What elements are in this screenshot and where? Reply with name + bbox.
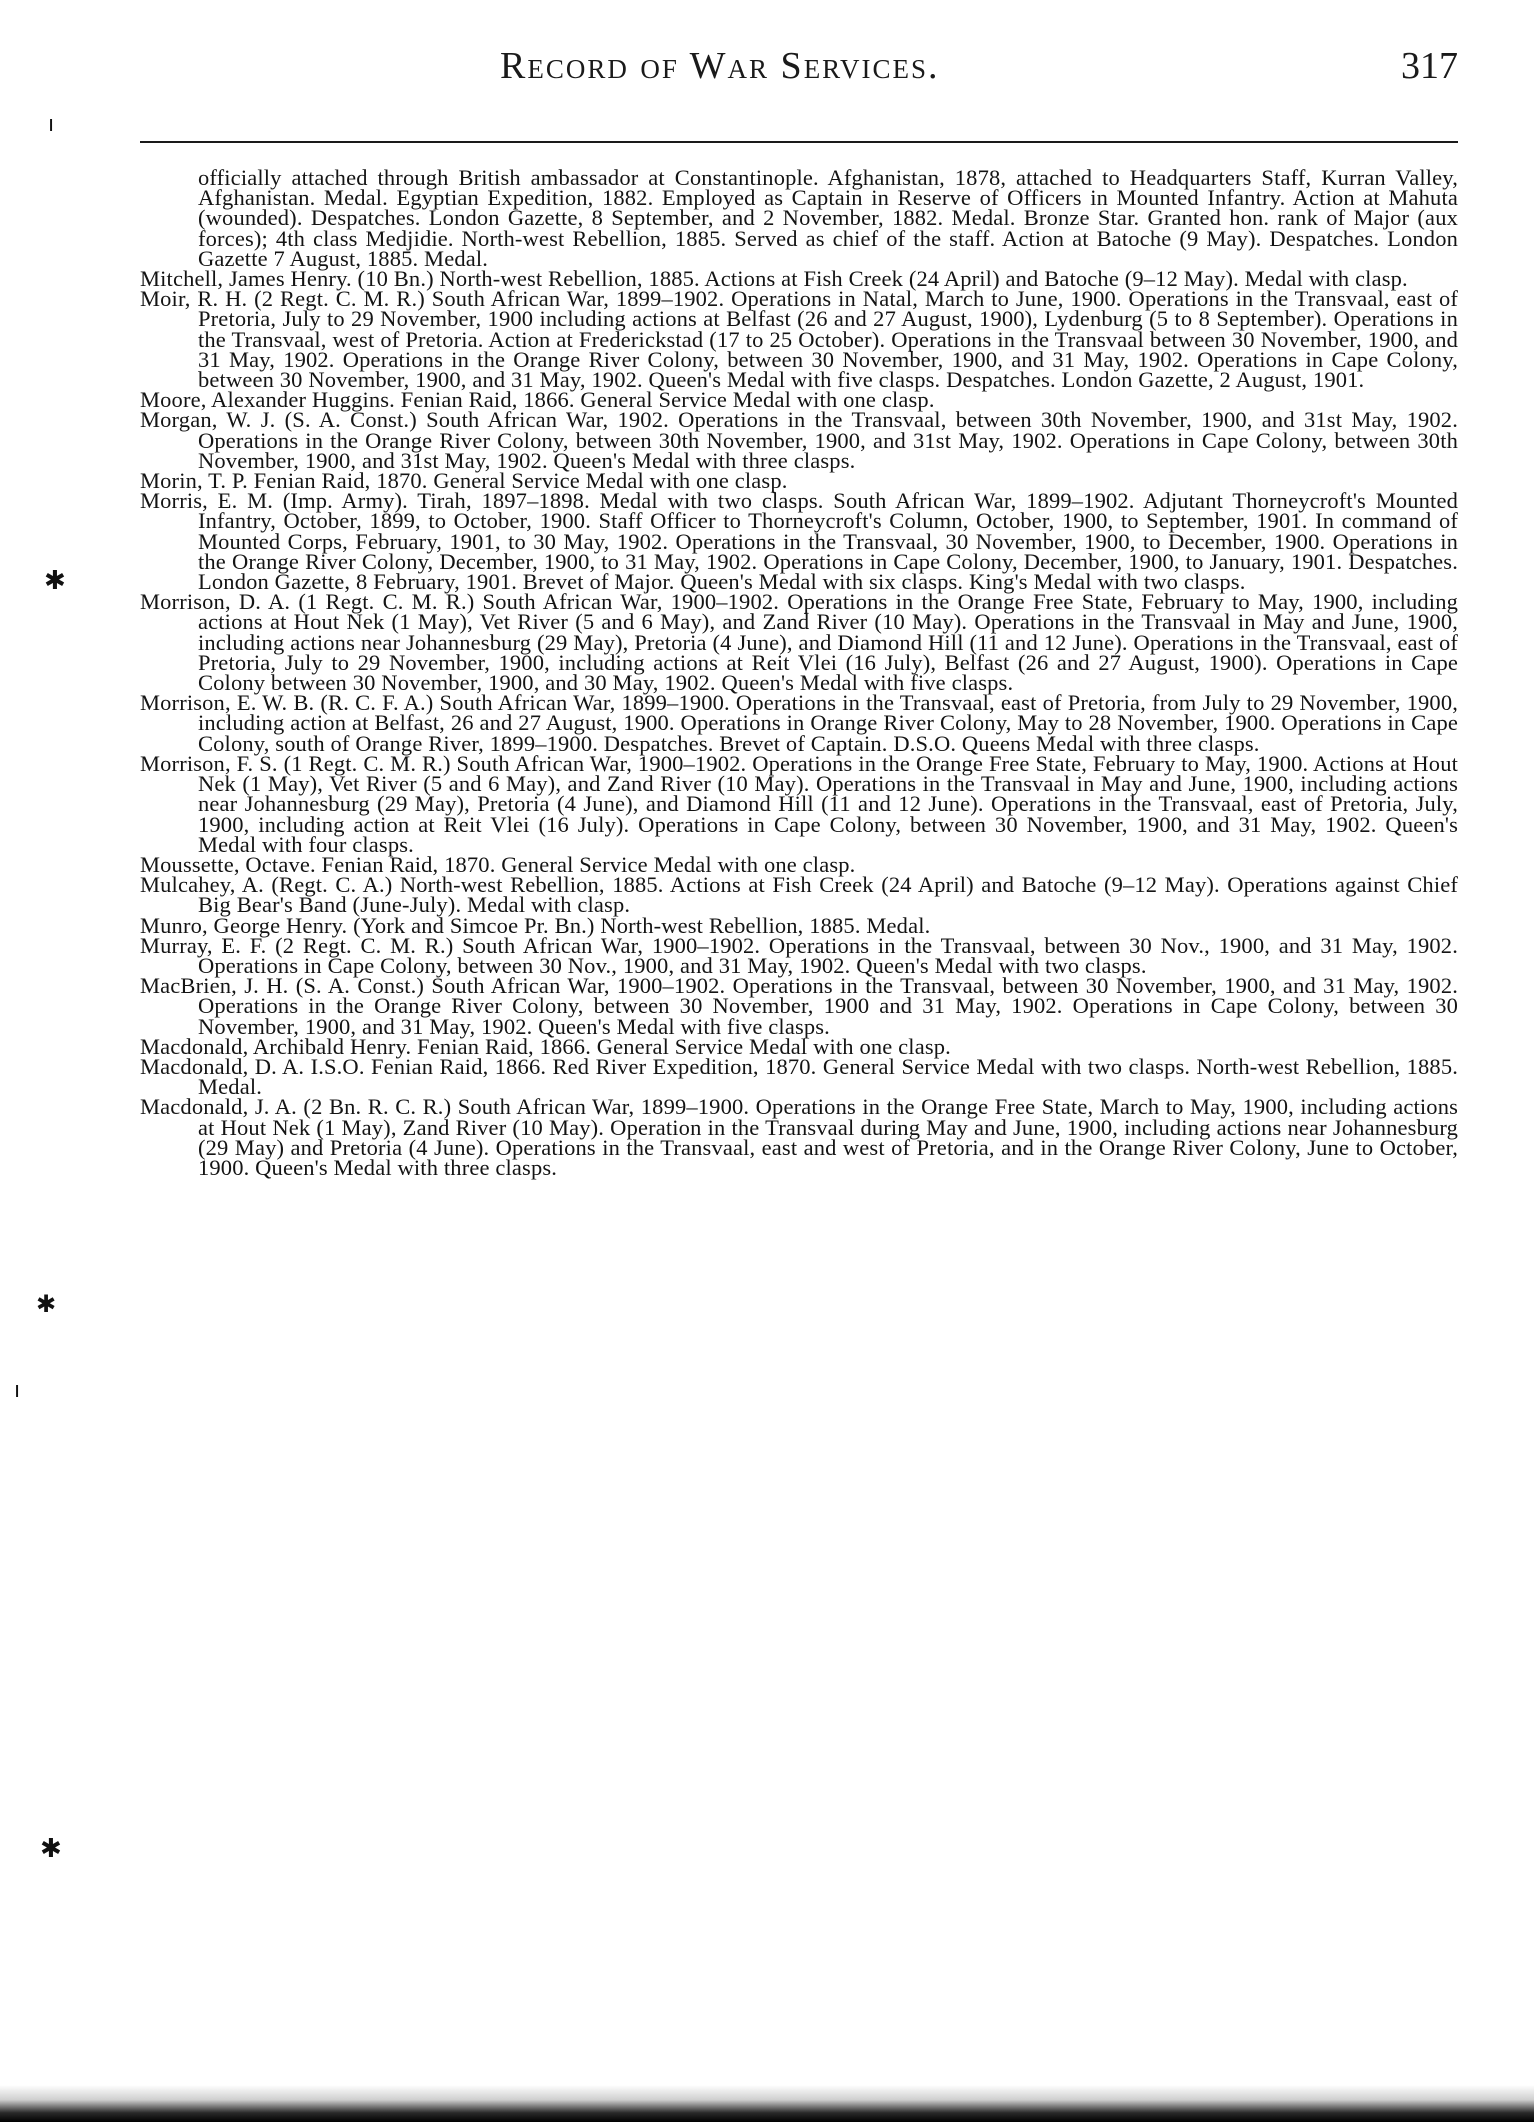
record-entry: Munro, George Henry. (York and Simcoe Pr. Bn.) North-west Rebellion, 1885. Medal.	[140, 912, 931, 938]
page-header	[140, 44, 1458, 94]
record-entry: Murray, E. F. (2 Regt. C. M. R.) South African War, 1900–1902. Operations in the Transvaal, between 30 Nov., 1900, and 31 May, 1902. Operations in Cape Colony, between 30 Nov., 1900, and 31 May, 1902. Queen's Medal with two clasps.	[140, 932, 1458, 978]
margin-mark-icon: ı	[48, 112, 55, 137]
margin-blot-icon: ✱	[44, 566, 66, 596]
record-entry: Morrison, F. S. (1 Regt. C. M. R.) South African War, 1900–1902. Operations in the Orange Free State, February to May, 1900. Actions at Hout Nek (1 May), Vet River (5 and 6 May), and Zand River (10 May). Operations in the Transvaal in May and June, 1900, including actions near Johannesburg (29 May), Pretoria (4 June), and Diamond Hill (11 and 12 June). Operations in the Transvaal, east of Pretoria, July, 1900, including action at Reit Vlei (16 July). Operations in Cape Colony, between 30 November, 1900, and 31 May, 1902. Queen's Medal with four clasps.	[140, 750, 1458, 857]
record-entry: Mulcahey, A. (Regt. C. A.) North-west Rebellion, 1885. Actions at Fish Creek (24 April) and Batoche (9–12 May). Operations against Chief Big Bear's Band (June-July). Medal with clasp.	[140, 872, 1458, 918]
record-entry: Macdonald, D. A. I.S.O. Fenian Raid, 1866. Red River Expedition, 1870. General Service Medal with two clasps. North-west Rebellion, 1885. Medal.	[140, 1053, 1458, 1100]
record-entry-continuation: officially attached through British ambassador at Constantinople. Afghanistan, 1878, attached to Headquarters Staff, Kurran Valley, Afghanistan. Medal. Egyptian Expedition, 1882. Employed as Captain in Reserve of Officers in Mounted Infantry. Action at Mahuta (wounded). Despatches. London Gazette, 8 September, and 2 November, 1882. Medal. Bronze Star. Granted hon. rank of Major (aux forces); 4th class Medjidie. North-west Rebellion, 1885. Served as chief of the staff. Action at Batoche (9 May). Despatches. London Gazette 7 August, 1885. Medal.	[198, 165, 1458, 271]
margin-mark-icon: ı	[14, 1378, 21, 1403]
record-entry: Macdonald, J. A. (2 Bn. R. C. R.) South African War, 1899–1900. Operations in the Orange Free State, March to May, 1900, including actions at Hout Nek (1 May), Zand River (10 May). Operation in the Transvaal during May and June, 1900, including actions near Johannesburg (29 May) and Pretoria (4 June). Operations in the Transvaal, east and west of Pretoria, and in the Orange River Colony, June to October, 1900. Queen's Medal with three clasps.	[140, 1094, 1458, 1180]
record-entry: Morin, T. P. Fenian Raid, 1870. General Service Medal with one clasp.	[140, 468, 788, 494]
record-entry: Macdonald, Archibald Henry. Fenian Raid, 1866. General Service Medal with one clasp.	[140, 1033, 951, 1059]
record-entry: Moir, R. H. (2 Regt. C. M. R.) South African War, 1899–1902. Operations in Natal, March to June, 1900. Operations in the Transvaal, east of Pretoria, July to 29 November, 1900 including actions at Belfast (26 and 27 August, 1900), Lydenburg (5 to 8 September). Operations in the Transvaal, west of Pretoria. Action at Frederickstad (17 to 25 October). Operations in the Transvaal between 30 November, 1900, and 31 May, 1902. Operations in the Orange River Colony, between 30 November, 1900, and 31 May, 1902. Operations in Cape Colony, between 30 November, 1900, and 31 May, 1902. Queen's Medal with five clasps. Despatches. London Gazette, 2 August, 1901.	[140, 286, 1458, 393]
page-number: 317	[1401, 45, 1458, 87]
record-entry: MacBrien, J. H. (S. A. Const.) South African War, 1900–1902. Operations in the Transvaal, between 30 November, 1900, and 31 May, 1902. Operations in the Orange River Colony, between 30 November, 1900 and 31 May, 1902. Operations in Cape Colony, between 30 November, 1900, and 31 May, 1902. Queen's Medal with five clasps.	[140, 973, 1458, 1039]
record-entry: Mitchell, James Henry. (10 Bn.) North-west Rebellion, 1885. Actions at Fish Creek (24 April) and Batoche (9–12 May). Medal with clasp.	[140, 266, 1408, 292]
scan-bottom-edge	[0, 2085, 1534, 2122]
running-head: Record of War Services.	[500, 45, 940, 87]
record-entry: Morrison, D. A. (1 Regt. C. M. R.) South African War, 1900–1902. Operations in the Orange Free State, February to May, 1900, including actions at Hout Nek (1 May), Vet River (5 and 6 May), and Zand River (10 May). Operations in the Transvaal in May and June, 1900, including actions near Johannesburg (29 May), Pretoria (4 June), and Diamond Hill (11 and 12 June). Operations in the Transvaal, east of Pretoria, July to 29 November, 1900, including actions at Reit Vlei (16 July), Belfast (26 and 27 August, 1900). Operations in Cape Colony between 30 November, 1900, and 30 May, 1902. Queen's Medal with five clasps.	[140, 589, 1458, 696]
record-entry: Moussette, Octave. Fenian Raid, 1870. General Service Medal with one clasp.	[140, 851, 856, 877]
record-entry: Morgan, W. J. (S. A. Const.) South African War, 1902. Operations in the Transvaal, between 30th November, 1900, and 31st May, 1902. Operations in the Orange River Colony, between 30th November, 1900, and 31st May, 1902. Operations in Cape Colony, between 30th November, 1900, and 31st May, 1902. Queen's Medal with three clasps.	[140, 407, 1458, 473]
margin-blot-icon: ✱	[36, 1290, 57, 1318]
margin-blot-icon: ✱	[40, 1834, 62, 1864]
record-entries	[140, 165, 1458, 1180]
header-rule	[140, 141, 1458, 143]
record-entry: Morrison, E. W. B. (R. C. F. A.) South African War, 1899–1900. Operations in the Transvaal, east of Pretoria, from July to 29 November, 1900, including action at Belfast, 26 and 27 August, 1900. Operations in Orange River Colony, May to 28 November, 1900. Operations in Cape Colony, south of Orange River, 1899–1900. Despatches. Brevet of Captain. D.S.O. Queens Medal with three clasps.	[140, 690, 1458, 756]
record-entry: Moore, Alexander Huggins. Fenian Raid, 1866. General Service Medal with one clasp.	[140, 387, 935, 413]
record-entry: Morris, E. M. (Imp. Army). Tirah, 1897–1898. Medal with two clasps. South African War, 1899–1902. Adjutant Thorneycroft's Mounted Infantry, October, 1899, to October, 1900. Staff Officer to Thorneycroft's Column, October, 1900, to September, 1901. In command of Mounted Corps, February, 1901, to 30 May, 1902. Operations in the Transvaal, 30 November, 1900, to December, 1900. Operations in the Orange River Colony, December, 1900, to 31 May, 1902. Operations in Cape Colony, December, 1900, to January, 1901. Despatches. London Gazette, 8 February, 1901. Brevet of Major. Queen's Medal with six clasps. King's Medal with two clasps.	[140, 488, 1458, 595]
